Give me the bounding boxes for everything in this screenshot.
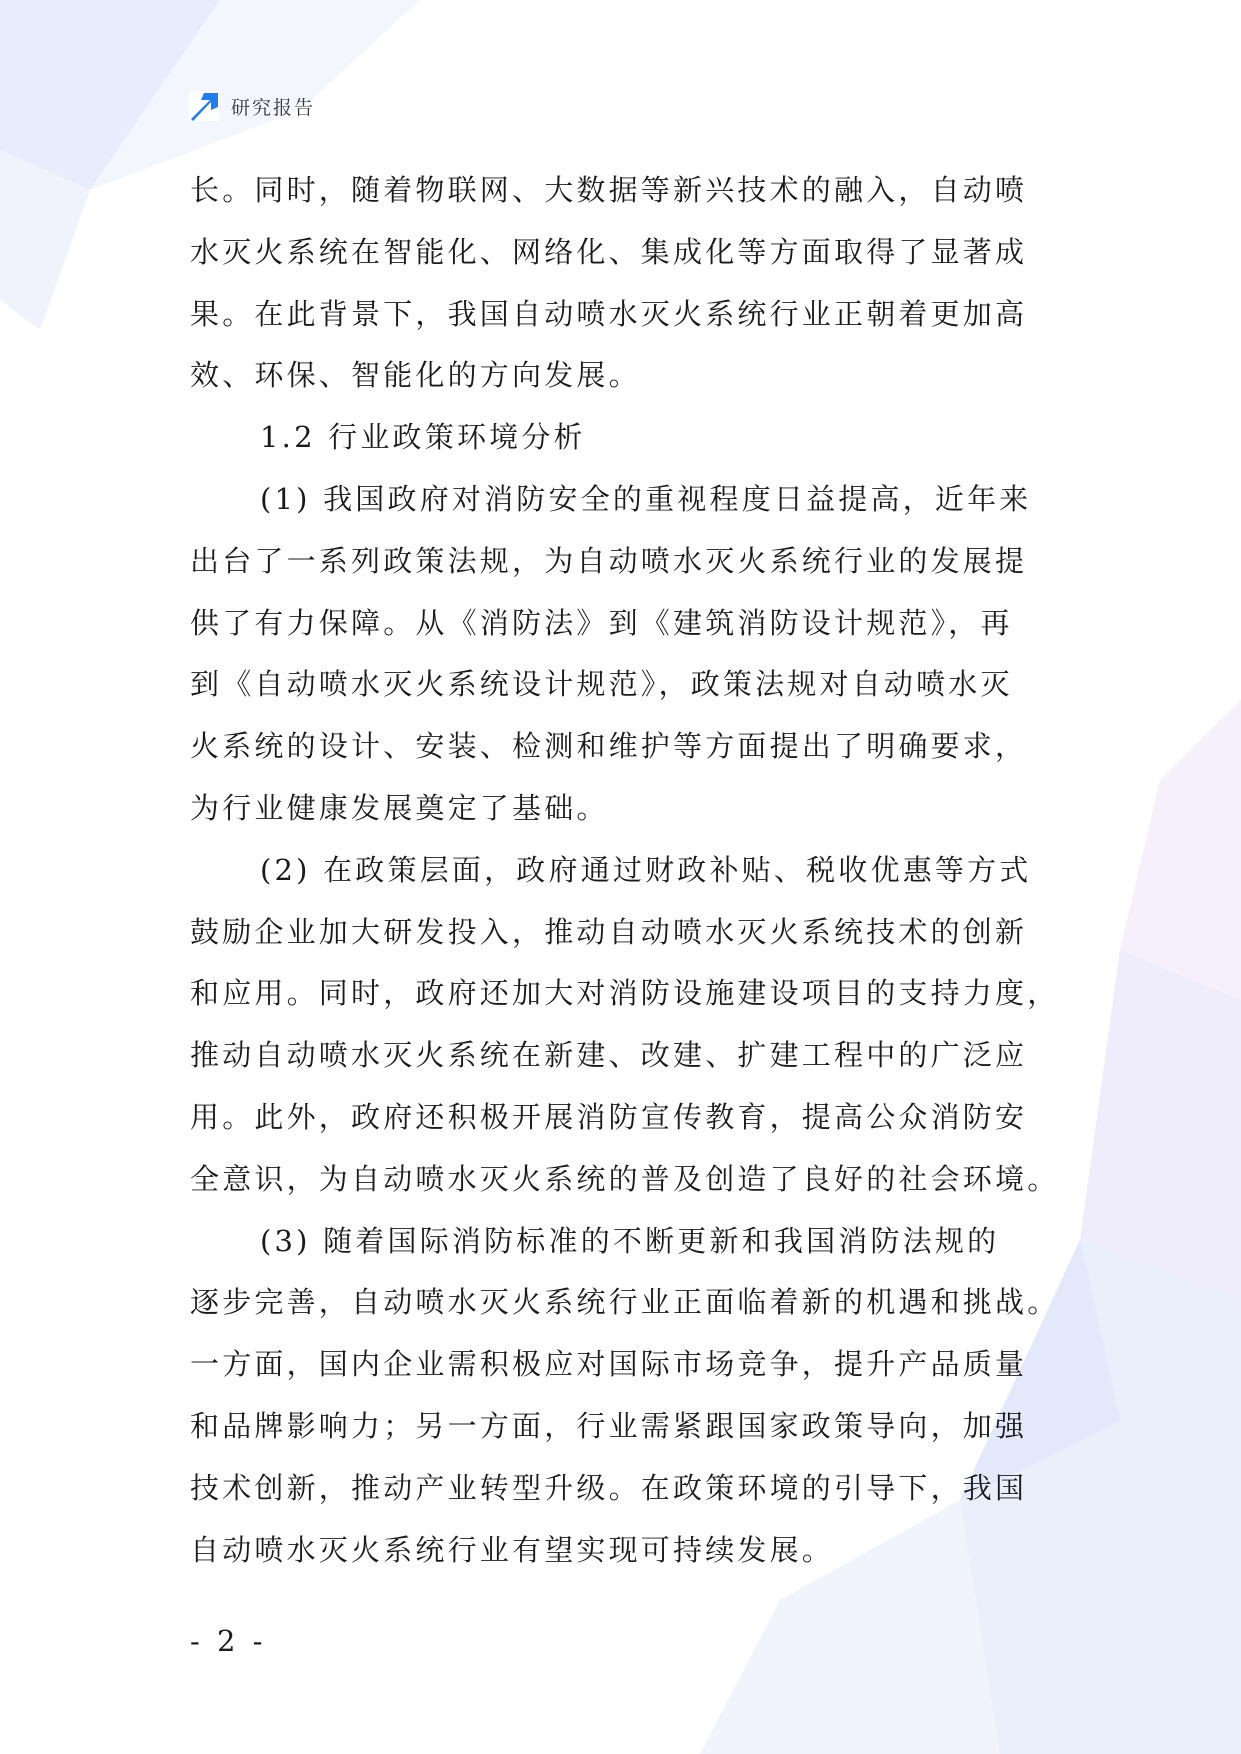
report-header (187, 88, 315, 124)
body-line: 逐步完善，自动喷水灭火系统行业正面临着新的机遇和挑战。 (190, 1285, 1060, 1320)
body-line: 和品牌影响力；另一方面，行业需紧跟国家政策导向，加强 (190, 1408, 1028, 1443)
body-line: 一方面，国内企业需积极应对国际市场竞争，提升产品质量 (190, 1347, 1028, 1382)
body-line: 为行业健康发展奠定了基础。 (190, 790, 609, 825)
body-line: 水灭火系统在智能化、网络化、集成化等方面取得了显著成 (190, 234, 1028, 269)
body-line: 长。同时，随着物联网、大数据等新兴技术的融入，自动喷 (190, 173, 1028, 207)
body-line: 和应用。同时，政府还加大对消防设施建设项目的支持力度， (190, 976, 1060, 1011)
body-line: 全意识，为自动喷水灭火系统的普及创造了良好的社会环境。 (190, 1161, 1060, 1196)
body-line: 鼓励企业加大研发投入，推动自动喷水灭火系统技术的创新 (190, 914, 1028, 949)
document-body (190, 160, 1070, 1581)
header-title: 研究报告 (231, 96, 316, 119)
body-line: (1) 我国政府对消防安全的重视程度日益提高，近年来 (260, 481, 1032, 516)
body-line: 火系统的设计、安装、检测和维护等方面提出了明确要求， (190, 729, 1028, 764)
body-line: 推动自动喷水灭火系统在新建、改建、扩建工程中的广泛应 (190, 1038, 1028, 1073)
body-line: 用。此外，政府还积极开展消防宣传教育，提高公众消防安 (190, 1099, 1028, 1134)
body-line: 供了有力保障。从《消防法》到《建筑消防设计规范》，再 (190, 605, 1013, 640)
body-line: 技术创新，推动产业转型升级。在政策环境的引导下，我国 (190, 1470, 1028, 1505)
body-line: 果。在此背景下，我国自动喷水灭火系统行业正朝着更加高 (190, 296, 1028, 331)
body-line: 到《自动喷水灭火系统设计规范》，政策法规对自动喷水灭 (190, 667, 1013, 702)
arrow-up-right-icon (187, 89, 221, 123)
section-heading: 1.2 行业政策环境分析 (260, 420, 586, 455)
body-line: 自动喷水灭火系统行业有望实现可持续发展。 (190, 1532, 835, 1567)
page-number: - 2 - (190, 1624, 267, 1658)
body-line: 出台了一系列政策法规，为自动喷水灭火系统行业的发展提 (190, 543, 1028, 578)
body-line: (2) 在政策层面，政府通过财政补贴、税收优惠等方式 (260, 852, 1032, 887)
body-line: 效、环保、智能化的方向发展。 (190, 358, 641, 393)
body-line: (3) 随着国际消防标准的不断更新和我国消防法规的 (260, 1223, 1000, 1258)
